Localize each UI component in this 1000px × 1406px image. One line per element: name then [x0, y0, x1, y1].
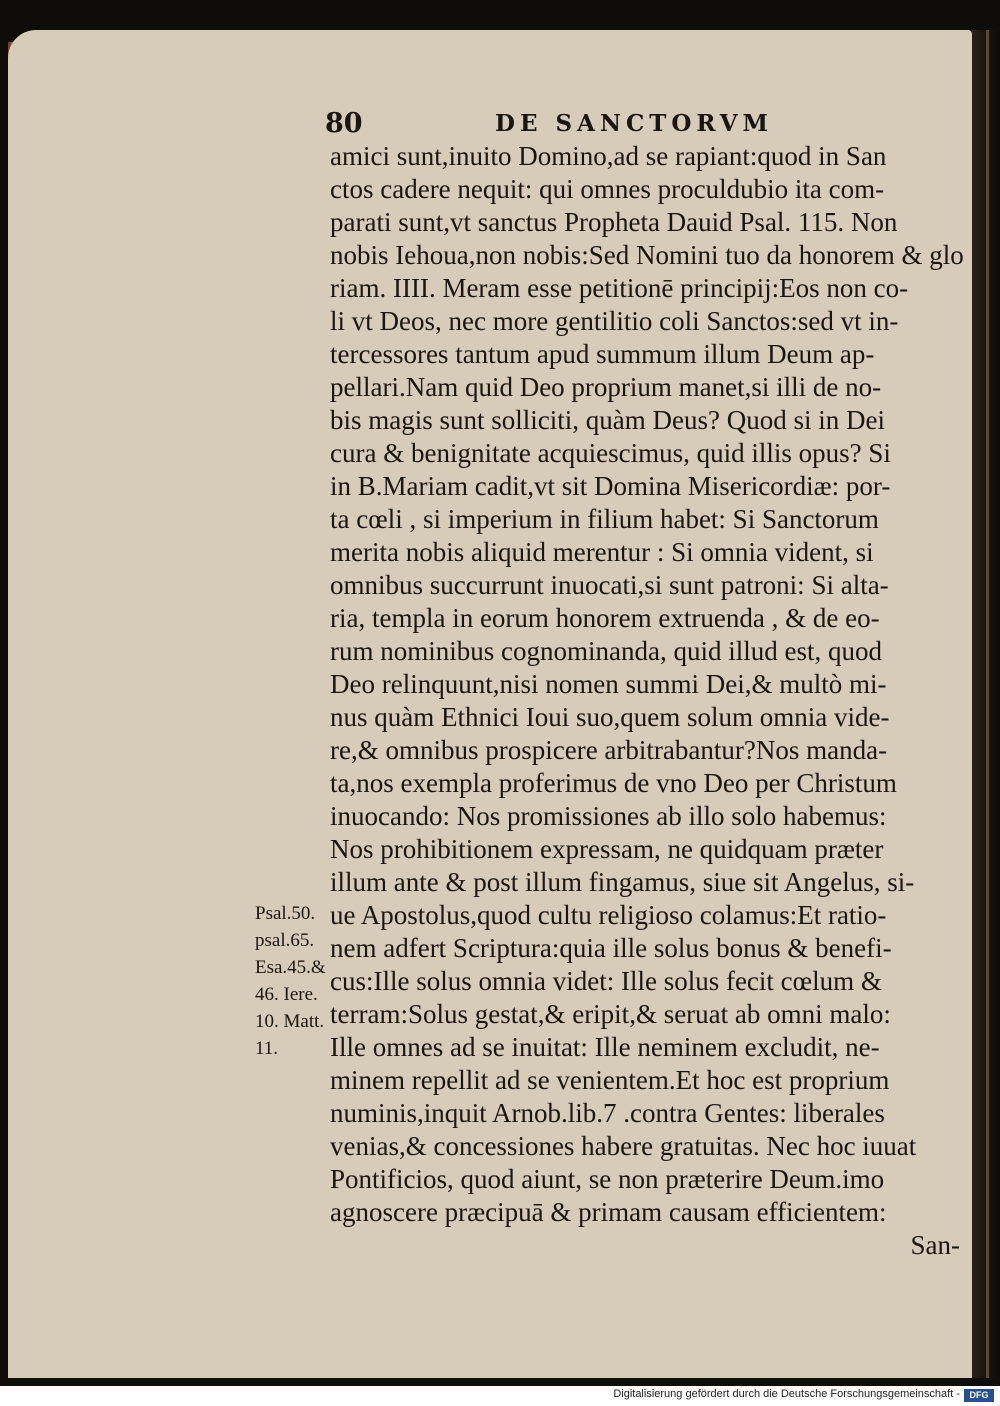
margin-note-line: 10. Matt.: [255, 1011, 325, 1032]
text-line: nobis Iehoua,non nobis:Sed Nomini tuo da honorem & glo: [330, 240, 964, 270]
text-line: Pontificios, quod aiunt, se non præterire Deum.imo: [330, 1164, 885, 1194]
text-line: minem repellit ad se venientem.Et hoc est proprium: [330, 1065, 890, 1095]
text-line: tercessores tantum apud summum illum Deum ap-: [330, 339, 875, 369]
text-line: numinis,inquit Arnob.lib.7 .contra Gentes: liberales: [330, 1098, 885, 1128]
text-line: Nos prohibitionem expressam, ne quidquam præter: [330, 834, 884, 864]
text-line: omnibus succurrunt inuocati,si sunt patroni: Si alta-: [330, 570, 889, 600]
text-line: amici sunt,inuito Domino,ad se rapiant:quod in San: [330, 141, 887, 171]
text-line: ta,nos exempla proferimus de vno Deo per Christum: [330, 768, 897, 798]
text-line: Ille omnes ad se inuitat: Ille neminem excludit, ne-: [330, 1032, 880, 1062]
text-line: agnoscere præcipuā & primam causam efficientem:: [330, 1197, 887, 1227]
margin-note-line: Esa.45.&: [255, 957, 326, 978]
text-line: ria, templa in eorum honorem extruenda , & de eo-: [330, 603, 880, 633]
margin-note: [255, 900, 365, 1062]
text-line: merita nobis aliquid merentur : Si omnia vident, si: [330, 537, 874, 567]
margin-note-line: 11.: [255, 1038, 279, 1059]
text-line: inuocando: Nos promissiones ab illo solo habemus:: [330, 801, 887, 831]
text-line: San-: [910, 1230, 960, 1260]
text-line: Deo relinquunt,nisi nomen summi Dei,& multò mi-: [330, 669, 887, 699]
text-line: venias,& concessiones habere gratuitas. Nec hoc iuuat: [330, 1131, 917, 1161]
text-line: cura & benignitate acquiescimus, quid illis opus? Si: [330, 438, 891, 468]
text-line: li vt Deos, nec more gentilitio coli Sanctos:sed vt in-: [330, 306, 899, 336]
text-line: parati sunt,vt sanctus Propheta Dauid Psal. 115. Non: [330, 207, 898, 237]
text-line: nus quàm Ethnici Ioui suo,quem solum omnia vide-: [330, 702, 890, 732]
margin-note-line: psal.65.: [255, 930, 315, 951]
body-text: [330, 140, 970, 1262]
text-line: in B.Mariam cadit,vt sit Domina Misericordiæ: por-: [330, 471, 891, 501]
text-line: cus:Ille solus omnia videt: Ille solus fecit cœlum &: [330, 966, 882, 996]
footer-credit: Digitalisierung gefördert durch die Deutsche Forschungsgemeinschaft -: [613, 1388, 960, 1400]
text-line: re,& omnibus prospicere arbitrabantur?Nos manda-: [330, 735, 888, 765]
text-line: bis magis sunt solliciti, quàm Deus? Quod si in Dei: [330, 405, 885, 435]
book-right-edge: [972, 30, 1000, 1378]
text-line: ta cœli , si imperium in filium habet: Si Sanctorum: [330, 504, 879, 534]
text-line: rum nominibus cognominanda, quid illud est, quod: [330, 636, 882, 666]
running-title: DE SANCTORVM: [495, 110, 774, 137]
text-line: ctos cadere nequit: qui omnes proculdubio ita com-: [330, 174, 885, 204]
text-line: ue Apostolus,quod cultu religioso colamus:Et ratio-: [330, 900, 887, 930]
text-line: terram:Solus gestat,& eripit,& seruat ab omni malo:: [330, 999, 891, 1029]
text-line: riam. IIII. Meram esse petitionē principij:Eos non co-: [330, 273, 909, 303]
text-line: pellari.Nam quid Deo proprium manet,si illi de no-: [330, 372, 882, 402]
page-number: 80: [325, 108, 363, 139]
margin-note-line: Psal.50.: [255, 903, 316, 924]
dfg-logo-icon: DFG: [964, 1389, 994, 1402]
margin-note-line: 46. Iere.: [255, 984, 318, 1005]
text-line: nem adfert Scriptura:quia ille solus bonus & benefi-: [330, 933, 892, 963]
text-line: illum ante & post illum fingamus, siue sit Angelus, si-: [330, 867, 915, 897]
footer-bar: [0, 1386, 1000, 1406]
